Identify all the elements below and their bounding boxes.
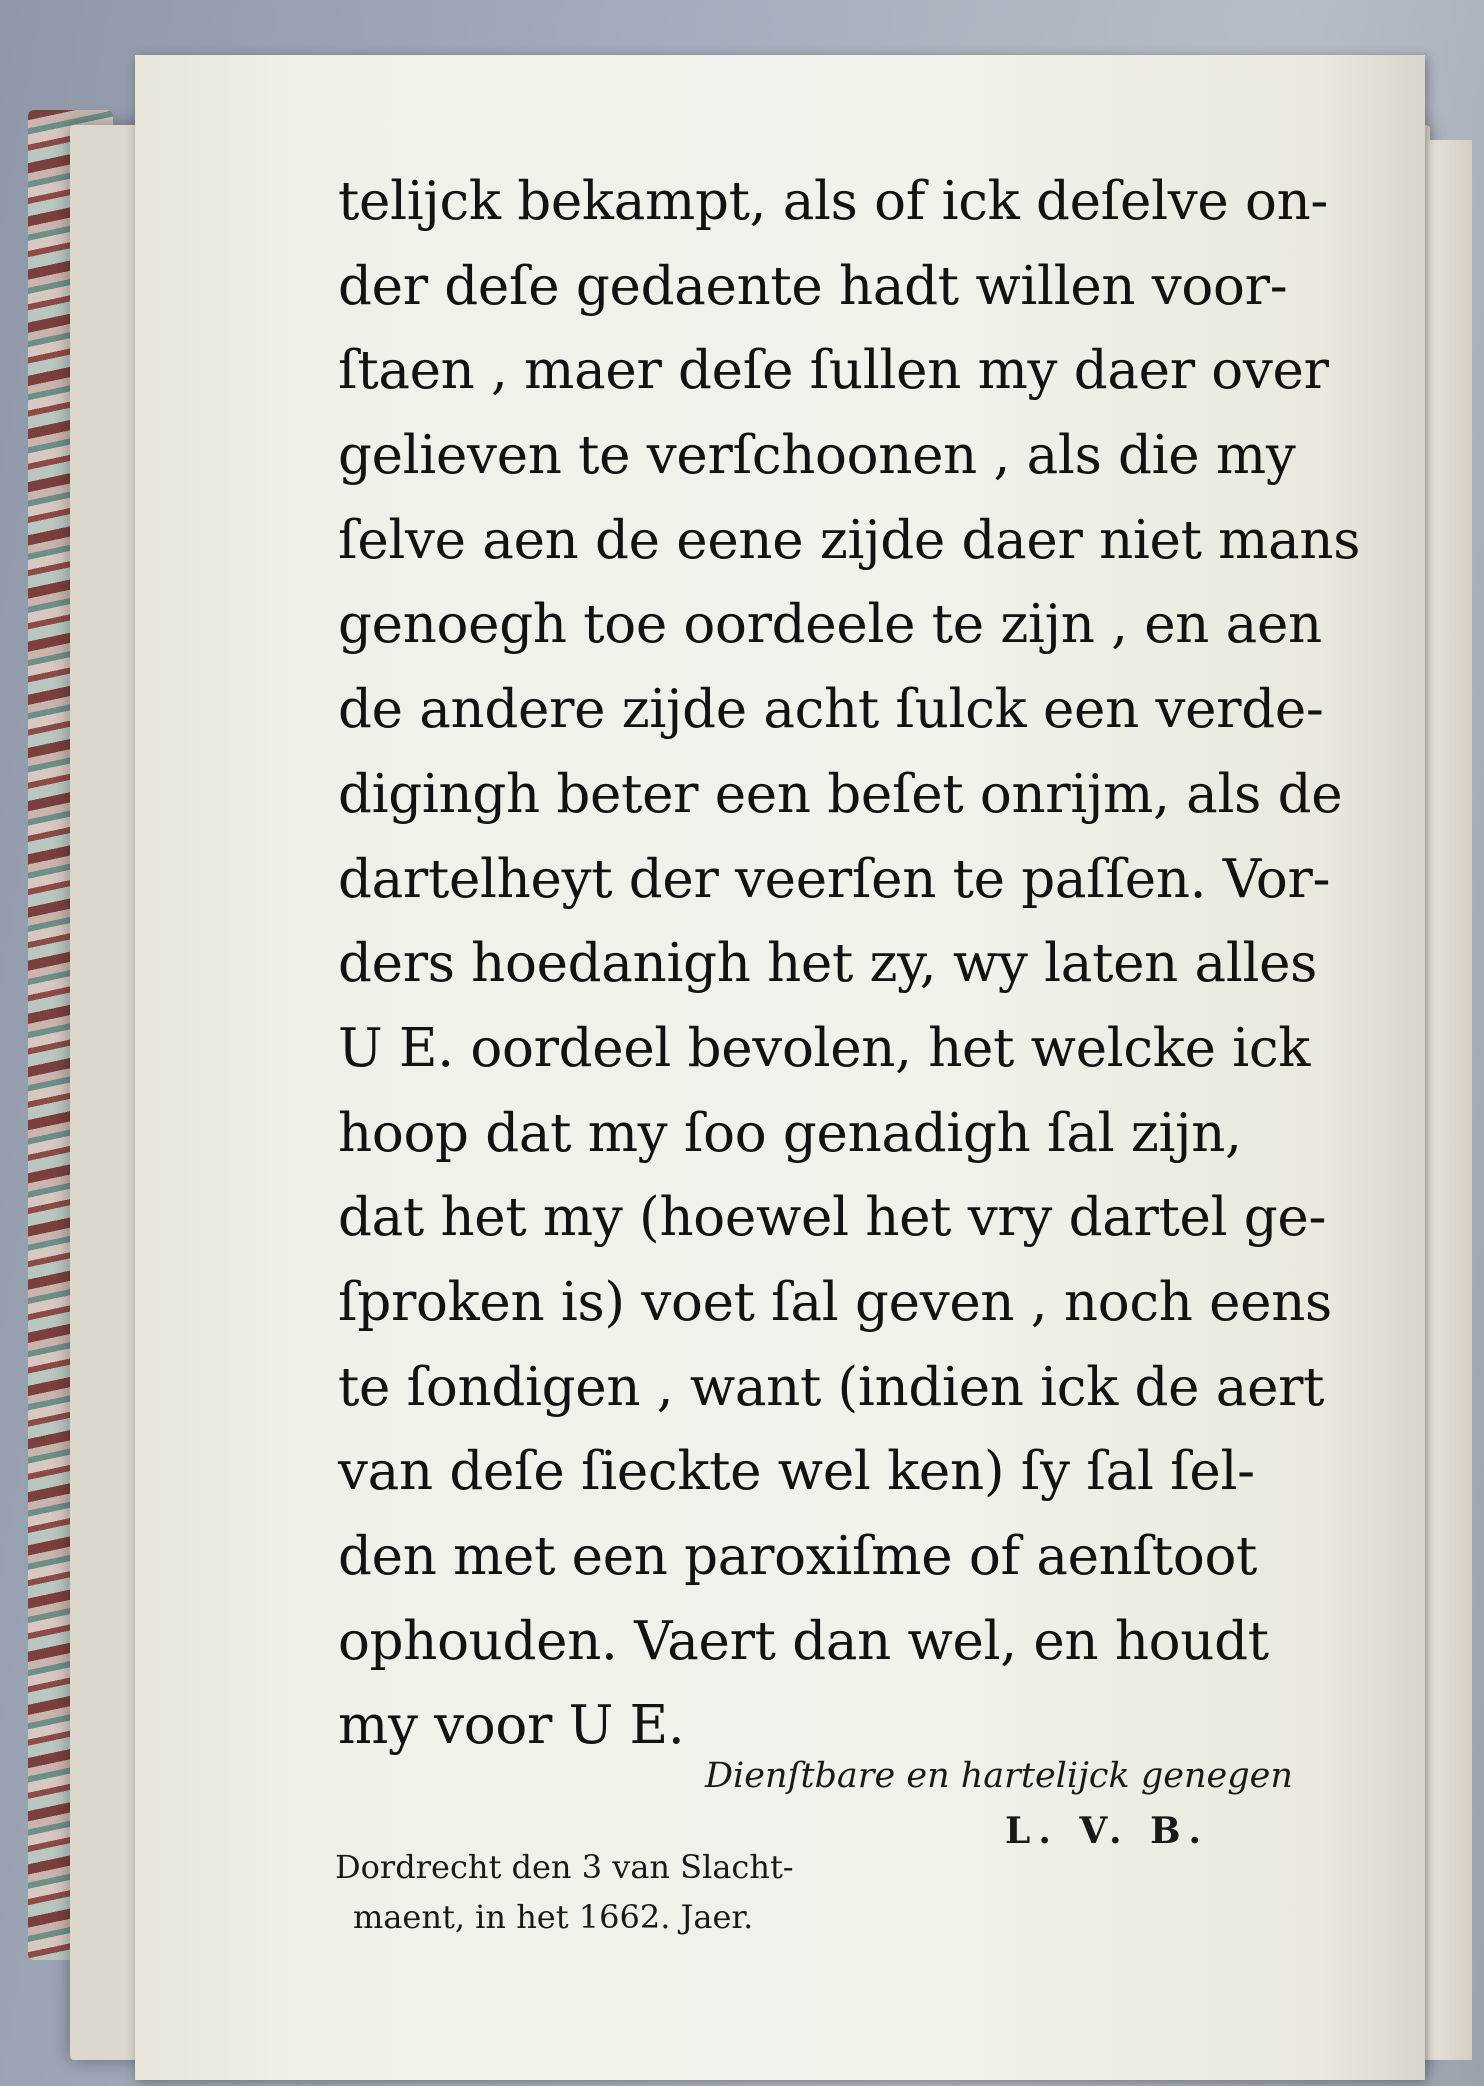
text-line: U E. oordeel bevolen, het welcke ick <box>338 1017 1311 1079</box>
text-line: ſtaen , maer deſe ſullen my daer over <box>338 340 1329 402</box>
signature-line: Dienſtbare en hartelijck genegen <box>705 1756 1293 1796</box>
place-date <box>335 1842 855 1942</box>
text-line: my voor U E. <box>338 1695 685 1757</box>
text-line: telijck bekampt, als of ick deſelve on- <box>338 171 1329 232</box>
text-line: genoegh toe oordeele te zijn , en aen <box>338 594 1322 656</box>
text-line: ſproken is) voet ſal geven , noch eens <box>338 1271 1332 1333</box>
body-text <box>338 160 1378 1769</box>
place-date-line-1: Dordrecht den 3 van Slacht- <box>335 1848 794 1886</box>
text-line: dat het my (hoewel het vry dartel ge- <box>338 1187 1327 1249</box>
text-line: de andere zijde acht ſulck een verde- <box>338 679 1324 741</box>
text-line: hoop dat my ſoo genadigh ſal zijn, <box>338 1102 1242 1164</box>
text-line: ſelve aen de eene zijde daer niet mans <box>338 509 1361 571</box>
text-line: digingh beter een beſet onrijm, als de <box>338 763 1343 825</box>
signature-initials: L. V. B. <box>1005 1810 1210 1852</box>
place-date-line-2: maent, in het 1662. Jaer. <box>353 1898 754 1936</box>
text-line: der deſe gedaente hadt willen voor- <box>338 255 1288 317</box>
text-line: gelieven te verſchoonen , als die my <box>338 425 1296 487</box>
text-line: ophouden. Vaert dan wel, en houdt <box>338 1610 1269 1672</box>
text-line: dartelheyt der veerſen te paſſen. Vor- <box>338 848 1331 910</box>
text-line: te ſondigen , want (indien ick de aert <box>338 1356 1325 1418</box>
text-line: van deſe ſieckte wel ken) ſy ſal ſel- <box>338 1441 1255 1503</box>
text-line: den met een paroxiſme of aenſtoot <box>338 1526 1258 1587</box>
text-line: ders hoedanigh het zy, wy laten alles <box>338 933 1318 995</box>
